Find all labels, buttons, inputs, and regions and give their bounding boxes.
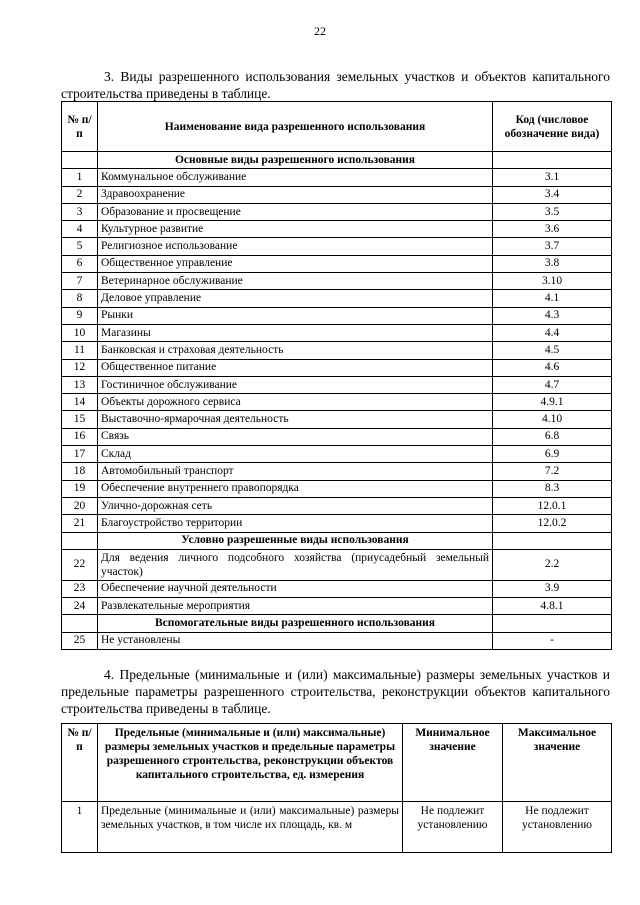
row-number: 21 bbox=[62, 515, 98, 532]
row-code: 3.4 bbox=[493, 186, 612, 203]
row-number: 18 bbox=[62, 463, 98, 480]
table-row bbox=[62, 376, 612, 393]
section-spacer bbox=[493, 615, 612, 632]
header-num: № п/п bbox=[62, 724, 98, 802]
table-row bbox=[62, 802, 612, 853]
row-name: Ветеринарное обслуживание bbox=[98, 273, 493, 290]
row-number: 9 bbox=[62, 307, 98, 324]
section-spacer bbox=[493, 152, 612, 169]
row-number: 22 bbox=[62, 549, 98, 580]
table-row bbox=[62, 186, 612, 203]
header-parameter: Предельные (минимальные и (или) максимальные) размеры земельных участков и предельные параметры разрешенного строительства, реконструкции объектов капитального строительства, ед. измерения bbox=[98, 724, 403, 802]
row-number: 24 bbox=[62, 598, 98, 615]
row-number: 1 bbox=[62, 802, 98, 853]
section-spacer bbox=[62, 532, 98, 549]
row-parameter: Предельные (минимальные и (или) максимальные) размеры земельных участков, в том числе их площадь, кв. м bbox=[98, 802, 403, 853]
row-number: 6 bbox=[62, 255, 98, 272]
row-code: 4.3 bbox=[493, 307, 612, 324]
table-row bbox=[62, 549, 612, 580]
table-row bbox=[62, 169, 612, 186]
table-row bbox=[62, 273, 612, 290]
row-number: 12 bbox=[62, 359, 98, 376]
paragraph-limit-parameters: 4. Предельные (минимальные и (или) максимальные) размеры земельных участков и предельные параметры разрешенного строительства, реконструкции объектов капитального строительства приведены в таблице. bbox=[61, 667, 610, 716]
table-row bbox=[62, 342, 612, 359]
table-row bbox=[62, 411, 612, 428]
page-number: 22 bbox=[314, 24, 326, 38]
row-code: 12.0.2 bbox=[493, 515, 612, 532]
row-name: Гостиничное обслуживание bbox=[98, 376, 493, 393]
row-code: 4.9.1 bbox=[493, 394, 612, 411]
header-name: Наименование вида разрешенного использования bbox=[98, 102, 493, 152]
header-num: № п/п bbox=[62, 102, 98, 152]
section-row bbox=[62, 532, 612, 549]
row-name: Религиозное использование bbox=[98, 238, 493, 255]
row-number: 25 bbox=[62, 632, 98, 649]
land-use-types-table bbox=[61, 101, 612, 650]
section-spacer bbox=[493, 532, 612, 549]
row-number: 15 bbox=[62, 411, 98, 428]
table-row bbox=[62, 580, 612, 597]
row-code: 4.6 bbox=[493, 359, 612, 376]
row-code: 4.5 bbox=[493, 342, 612, 359]
row-name: Выставочно-ярмарочная деятельность bbox=[98, 411, 493, 428]
table-row bbox=[62, 632, 612, 649]
section-spacer bbox=[62, 152, 98, 169]
row-code: 2.2 bbox=[493, 549, 612, 580]
table-row bbox=[62, 307, 612, 324]
row-name: Магазины bbox=[98, 324, 493, 341]
row-code: 3.7 bbox=[493, 238, 612, 255]
limit-parameters-table bbox=[61, 723, 612, 853]
row-number: 8 bbox=[62, 290, 98, 307]
row-max: Не подлежит установлению bbox=[503, 802, 612, 853]
row-name: Склад bbox=[98, 446, 493, 463]
row-name: Деловое управление bbox=[98, 290, 493, 307]
table-row bbox=[62, 497, 612, 514]
row-number: 11 bbox=[62, 342, 98, 359]
table-row bbox=[62, 463, 612, 480]
row-name: Не установлены bbox=[98, 632, 493, 649]
row-number: 5 bbox=[62, 238, 98, 255]
row-name: Общественное питание bbox=[98, 359, 493, 376]
row-name: Культурное развитие bbox=[98, 221, 493, 238]
row-name: Рынки bbox=[98, 307, 493, 324]
row-name: Здравоохранение bbox=[98, 186, 493, 203]
header-min: Минимальное значение bbox=[403, 724, 503, 802]
row-code: 4.10 bbox=[493, 411, 612, 428]
row-min: Не подлежит установлению bbox=[403, 802, 503, 853]
table-row bbox=[62, 255, 612, 272]
table-row bbox=[62, 290, 612, 307]
row-number: 23 bbox=[62, 580, 98, 597]
paragraph-land-use-types: 3. Виды разрешенного использования земельных участков и объектов капитального строительства приведены в таблице. bbox=[61, 69, 610, 101]
table-row bbox=[62, 324, 612, 341]
row-number: 13 bbox=[62, 376, 98, 393]
row-name: Коммунальное обслуживание bbox=[98, 169, 493, 186]
row-name: Для ведения личного подсобного хозяйства (приусадебный земельный участок) bbox=[98, 549, 493, 580]
row-code: 12.0.1 bbox=[493, 497, 612, 514]
section-row bbox=[62, 615, 612, 632]
row-name: Образование и просвещение bbox=[98, 203, 493, 220]
row-name: Улично-дорожная сеть bbox=[98, 497, 493, 514]
row-name: Развлекательные мероприятия bbox=[98, 598, 493, 615]
row-name: Банковская и страховая деятельность bbox=[98, 342, 493, 359]
row-number: 7 bbox=[62, 273, 98, 290]
row-code: 3.9 bbox=[493, 580, 612, 597]
table-header-row bbox=[62, 724, 612, 802]
row-number: 2 bbox=[62, 186, 98, 203]
table-row bbox=[62, 394, 612, 411]
row-number: 10 bbox=[62, 324, 98, 341]
row-name: Обеспечение научной деятельности bbox=[98, 580, 493, 597]
row-code: 8.3 bbox=[493, 480, 612, 497]
row-code: 3.6 bbox=[493, 221, 612, 238]
row-code: 7.2 bbox=[493, 463, 612, 480]
row-code: 3.10 bbox=[493, 273, 612, 290]
table-row bbox=[62, 359, 612, 376]
row-name: Общественное управление bbox=[98, 255, 493, 272]
row-name: Обеспечение внутреннего правопорядка bbox=[98, 480, 493, 497]
table-row bbox=[62, 203, 612, 220]
row-code: 3.5 bbox=[493, 203, 612, 220]
row-code: 6.9 bbox=[493, 446, 612, 463]
table-row bbox=[62, 480, 612, 497]
row-number: 17 bbox=[62, 446, 98, 463]
row-name: Благоустройство территории bbox=[98, 515, 493, 532]
table-row bbox=[62, 428, 612, 445]
row-code: 6.8 bbox=[493, 428, 612, 445]
table-row bbox=[62, 238, 612, 255]
row-number: 20 bbox=[62, 497, 98, 514]
row-number: 3 bbox=[62, 203, 98, 220]
table-row bbox=[62, 221, 612, 238]
section-title: Вспомогательные виды разрешенного использования bbox=[98, 615, 493, 632]
row-code: 4.7 bbox=[493, 376, 612, 393]
table-header-row bbox=[62, 102, 612, 152]
table-row bbox=[62, 446, 612, 463]
table-row bbox=[62, 598, 612, 615]
limit-parameters-body bbox=[62, 802, 612, 853]
row-code: 3.1 bbox=[493, 169, 612, 186]
row-code: 3.8 bbox=[493, 255, 612, 272]
row-name: Автомобильный транспорт bbox=[98, 463, 493, 480]
row-number: 19 bbox=[62, 480, 98, 497]
row-name: Объекты дорожного сервиса bbox=[98, 394, 493, 411]
header-max: Максимальное значение bbox=[503, 724, 612, 802]
row-number: 4 bbox=[62, 221, 98, 238]
section-row bbox=[62, 152, 612, 169]
row-code: 4.8.1 bbox=[493, 598, 612, 615]
land-use-types-body bbox=[62, 152, 612, 650]
row-number: 1 bbox=[62, 169, 98, 186]
section-spacer bbox=[62, 615, 98, 632]
row-code: 4.1 bbox=[493, 290, 612, 307]
row-number: 14 bbox=[62, 394, 98, 411]
section-title: Основные виды разрешенного использования bbox=[98, 152, 493, 169]
table-row bbox=[62, 515, 612, 532]
row-name: Связь bbox=[98, 428, 493, 445]
header-code: Код (числовое обозначение вида) bbox=[493, 102, 612, 152]
section-title: Условно разрешенные виды использования bbox=[98, 532, 493, 549]
row-code: 4.4 bbox=[493, 324, 612, 341]
row-code: - bbox=[493, 632, 612, 649]
row-number: 16 bbox=[62, 428, 98, 445]
